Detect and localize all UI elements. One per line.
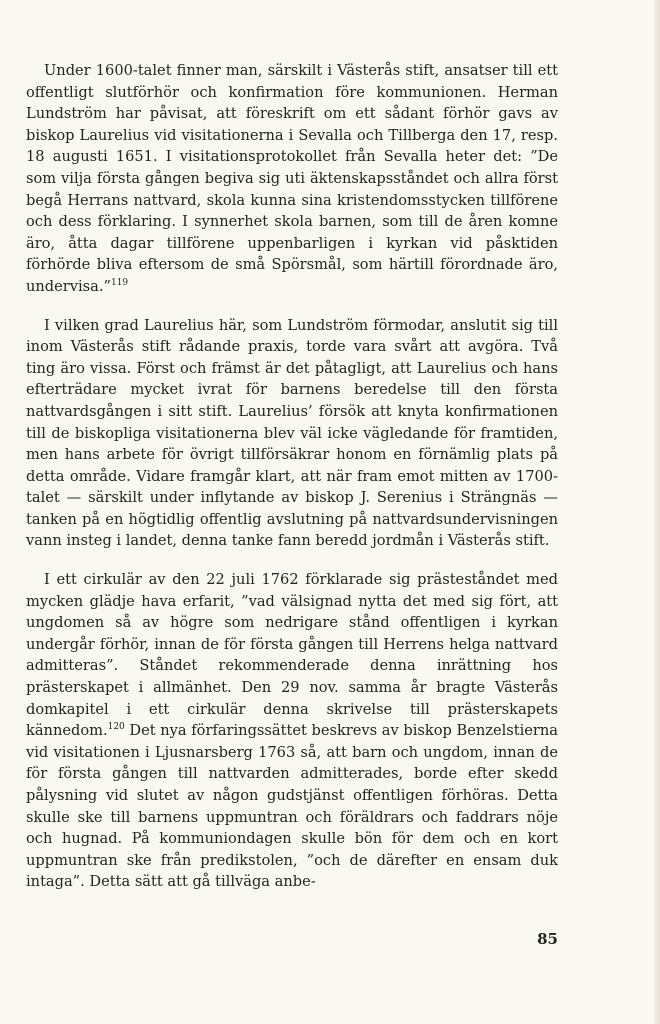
page-edge-shadow [654, 0, 660, 1024]
paragraph-3-text-end: Det nya förfaringssättet beskrevs av biskop Benzelstierna vid visitationen i Ljusnarsberg 1763 så, att barn och ungdom, innan de för första gången till nattvarden admitterades, borde efter skedd pålysning vid slutet av någon gudstjänst offentligen förhöras. Detta skulle ske till barnens uppmuntran och föräldrars och faddrars nöje och hugnad. På kommuniondagen skulle bön för dem och en kort uppmuntran ske från predikstolen, ”och de därefter en ensam duk intaga”. Detta sätt att gå tillväga anbe- [26, 722, 558, 891]
paragraph-3 [26, 569, 558, 893]
footnote-ref-120: 120 [107, 722, 125, 733]
paragraph-3-text-start: I ett cirkulär av den 22 juli 1762 förklarade sig prästeståndet med mycken glädje hava erfarit, ”vad välsignad nytta det med sig fört, att ungdomen så av högre som nedrigare stånd offentligen i kyrkan undergår förhör, innan de för första gången till Herrens helga nattvard admitteras”. Ståndet rekommenderade denna inrättning hos prästerskapet i allmänhet. Den 29 nov. samma år bragte Västerås domkapitel i ett cirkulär denna skrivelse till prästerskapets kännedom. [26, 571, 558, 740]
paragraph-1 [26, 60, 558, 298]
body-text [26, 60, 558, 893]
paragraph-1-text: Under 1600-talet finner man, särskilt i Västerås stift, ansatser till ett offentligt slutförhör och konfirmation före kommunionen. Herman Lundström har påvisat, att föreskrift om ett sådant förhör gavs av biskop Laurelius vid visitationerna i Sevalla och Tillberga den 17, resp. 18 augusti 1651. I visitationsprotokollet från Sevalla heter det: ”De som vilja första gången begiva sig uti äktenskapsståndet och allra först begå Herrans nattvard, skola kunna sina kristendomsstycken tillförene och dess förklaring. I synnerhet skola barnen, som till de åren komne äro, åtta dagar tillförene uppenbarligen i kyrkan vid påsktiden förhörde bliva eftersom de små Spörsmål, som härtill förordnade äro, undervisa.” [26, 62, 558, 295]
footnote-ref-119: 119 [110, 278, 129, 289]
paragraph-2-text: I vilken grad Laurelius här, som Lundström förmodar, anslutit sig till inom Västerås stift rådande praxis, torde vara svårt att avgöra. Två ting äro vissa. Först och främst är det påtagligt, att Laurelius och hans efterträdare mycket ivrat för barnens beredelse till den första nattvardsgången i sitt stift. Laurelius’ försök att knyta konfirmationen till de biskopliga visitationerna blev väl icke vägledande för framtiden, men hans arbete för övrigt tillförsäkrar honom en förnämlig plats på detta område. Vidare framgår klart, att när fram emot mitten av 1700-talet — särskilt under inflytande av biskop J. Serenius i Strängnäs — tanken på en högtidlig offentlig avslutning på nattvardsundervisningen vann insteg i landet, denna tanke fann beredd jordmån i Västerås stift. [26, 316, 558, 550]
page-number: 85 [537, 930, 558, 948]
paragraph-2 [26, 315, 558, 553]
